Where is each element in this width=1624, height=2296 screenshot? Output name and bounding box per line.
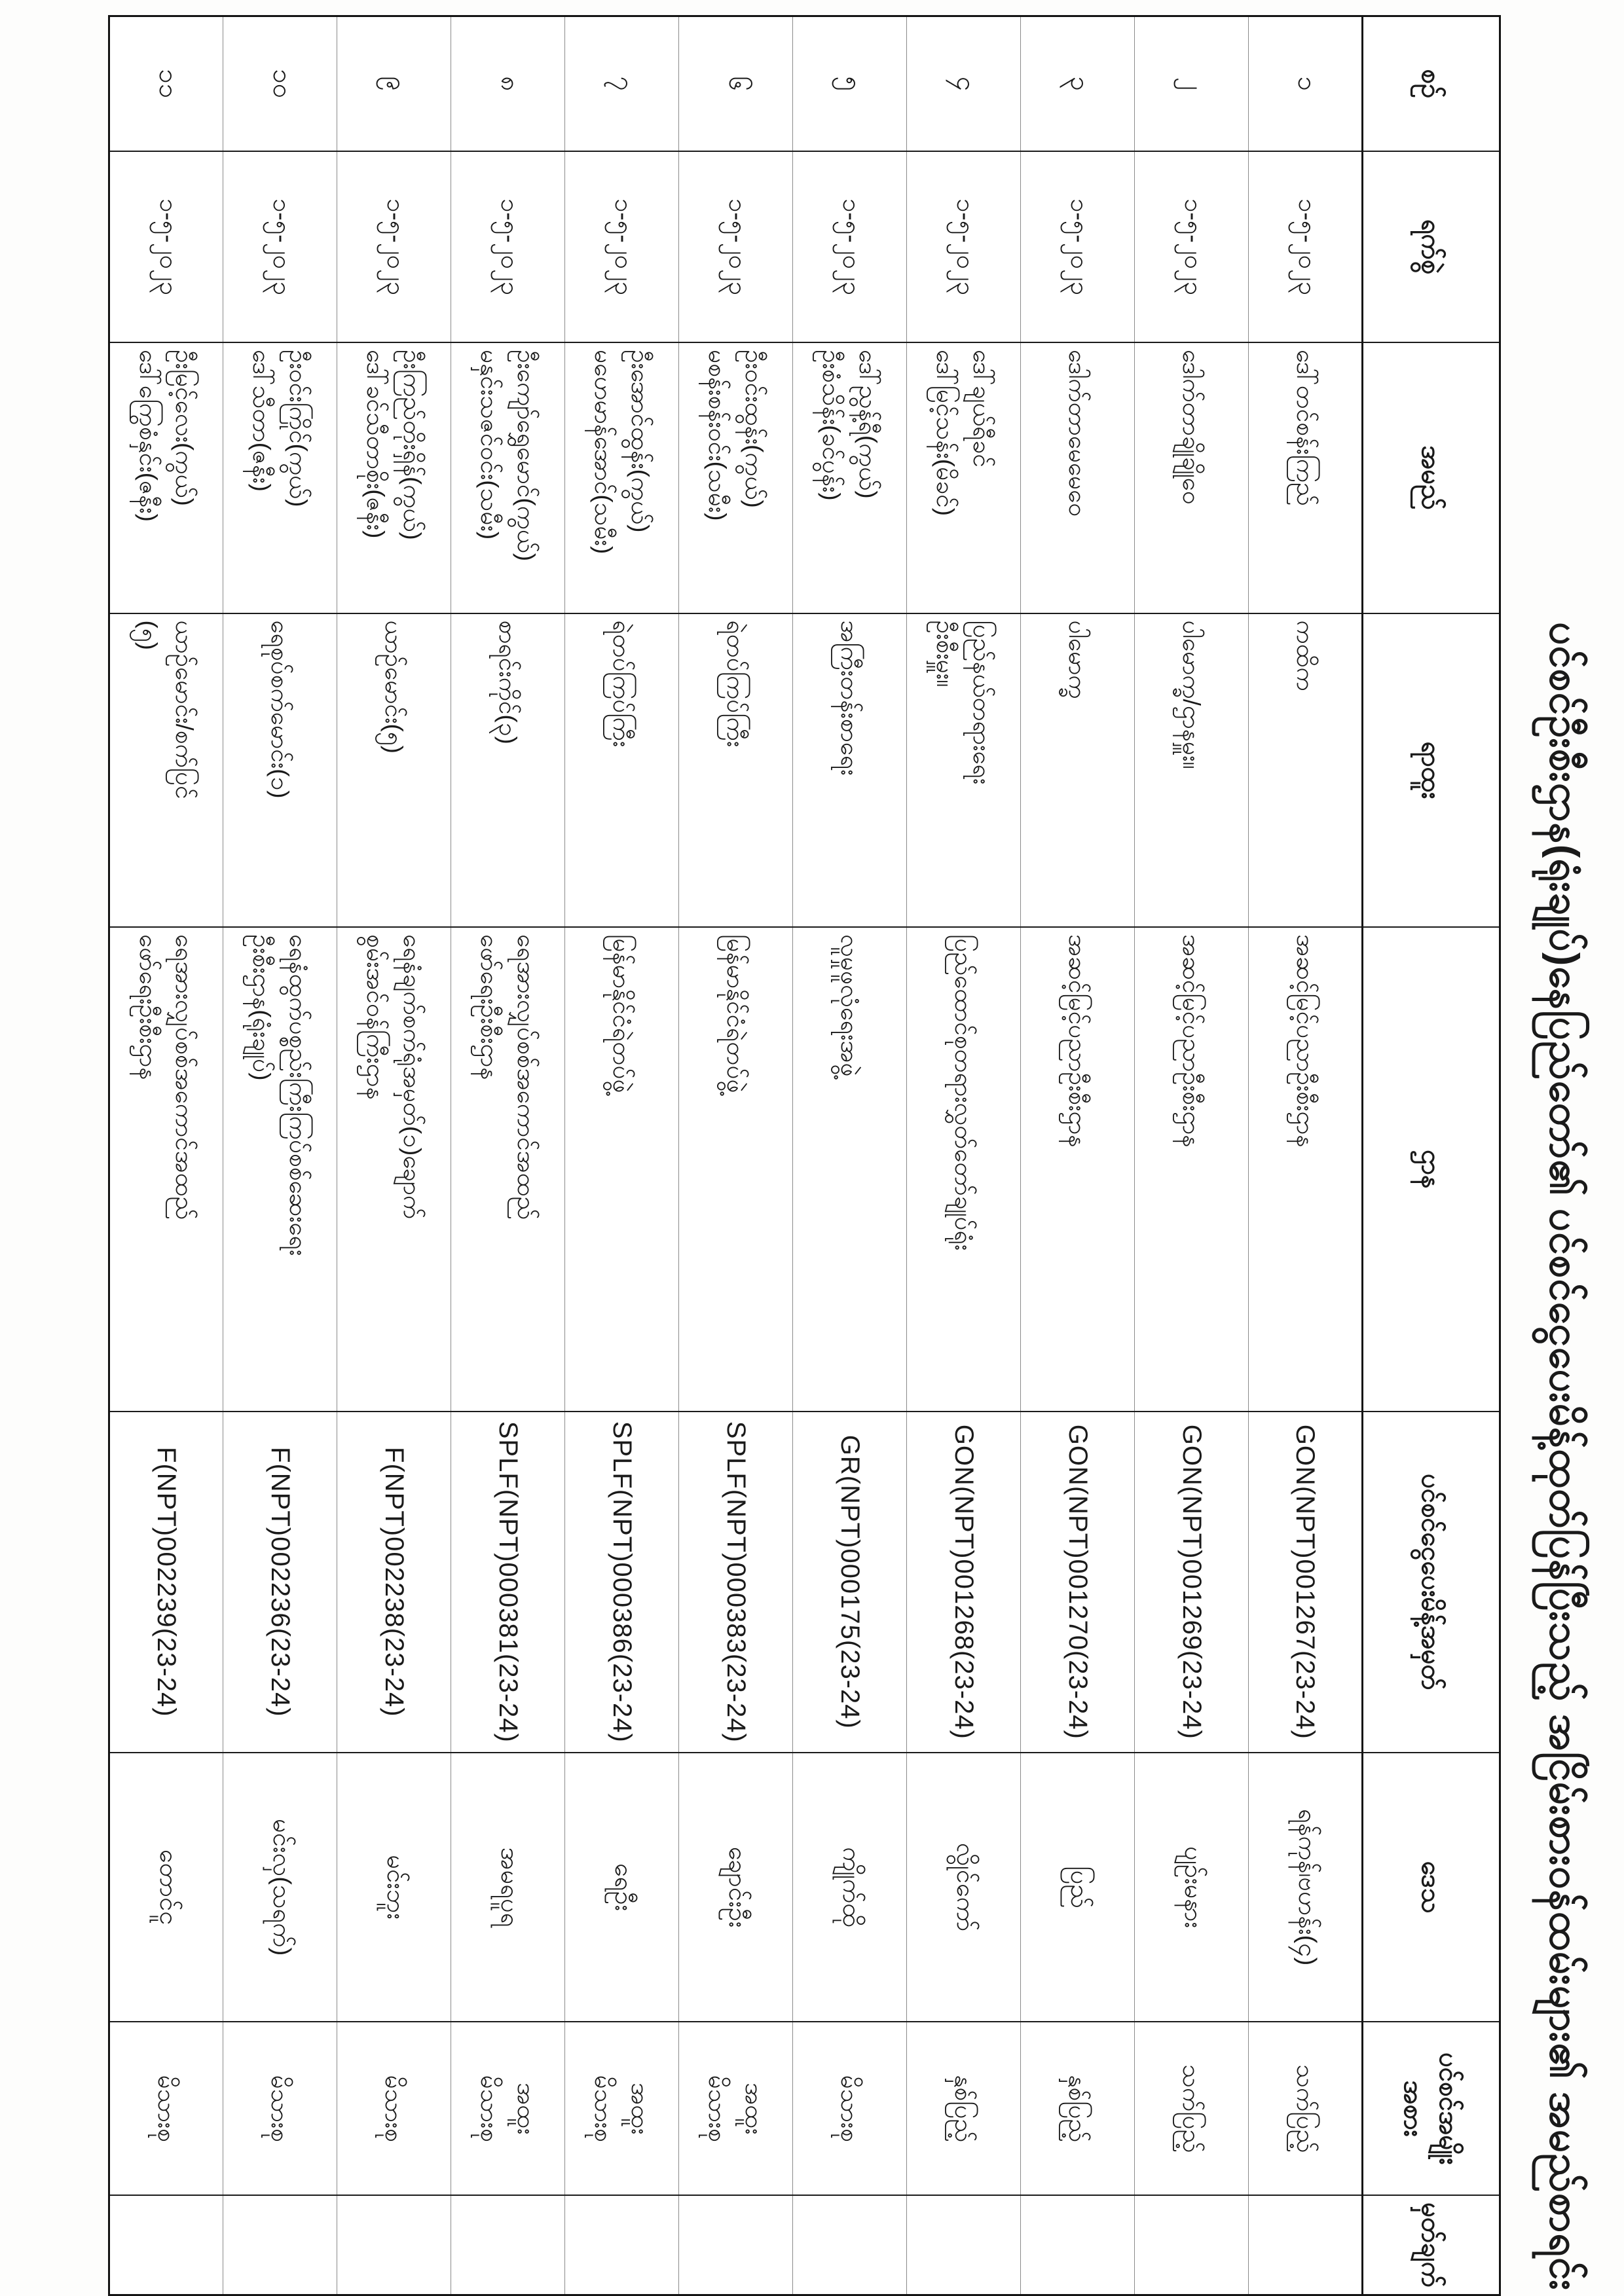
serial-cell: ၁၀ <box>223 16 337 151</box>
name-cell <box>1021 342 1135 613</box>
table-row <box>565 16 679 2295</box>
text-line: ရဲတပ်ကြပ်ကြီး <box>722 620 750 748</box>
text-line: ဦးစီးမှူး။ <box>932 620 959 687</box>
place-cell: ရေဦး <box>565 1753 679 2022</box>
text-line: ဦးကြည်တိုးရှိန်(ကွယ်) <box>399 350 426 540</box>
rank-cell <box>223 613 337 928</box>
place-cell: မင်းလှ(သရက်) <box>223 1753 337 2022</box>
text-line: ဒေါက်တာမေမေဝေ <box>1064 350 1092 517</box>
column-header-1: ရက်စွဲ <box>1363 151 1500 342</box>
text-line: ယာဉ်မောင်း/စက်ပြင် <box>171 620 198 799</box>
text-line: ဒေါက်တာချိုချိုဝေ <box>1178 350 1206 505</box>
text-line: အဆင့်မြင့်ပညာဦးစီးဌာန <box>1064 934 1092 1148</box>
remark-cell <box>109 2195 223 2295</box>
name-cell <box>337 342 451 613</box>
place-cell: မင်းဘူး <box>337 1753 451 2022</box>
text-line: နှစ်ပြည့် <box>950 2075 978 2143</box>
text-line: အထူး <box>513 2083 540 2135</box>
table-row <box>337 16 451 2295</box>
order-number-cell: GON(NPT)001270(23-24) <box>1021 1412 1135 1753</box>
table-row <box>1021 16 1135 2295</box>
table-row <box>679 16 793 2295</box>
date-cell: ၁-၅-၂၀၂၃ <box>679 151 793 342</box>
place-cell: အမရပူရ <box>451 1753 565 2022</box>
text-line: ဦးအောင်ထွန်း(ကွယ်) <box>627 350 654 533</box>
remark-cell <box>565 2195 679 2295</box>
text-line: လူမှုဖူလုံရေးအဖွဲ့ <box>836 934 864 1077</box>
rank-cell <box>565 613 679 928</box>
text-line: မိသားစု <box>267 2075 294 2142</box>
text-line: မစန်းစန်းဝင်း(သမီး) <box>704 350 731 521</box>
text-line: ရေနံထွက်ပစ္စည်းကြီးကြပ်စစ်ဆေးရေး <box>285 934 312 1256</box>
name-cell <box>907 342 1021 613</box>
rank-cell <box>451 613 565 928</box>
remark-cell <box>907 2195 1021 2295</box>
remark-cell <box>337 2195 451 2295</box>
text-line: ပြည်ထောင်စုတရားလွှတ်တော်ချုပ်ရုံး <box>950 934 978 1251</box>
table-row <box>109 16 223 2295</box>
remark-cell <box>1249 2195 1363 2295</box>
date-cell: ၁-၅-၂၀၂၃ <box>907 151 1021 342</box>
column-header-6: ဒေသ <box>1363 1753 1500 2022</box>
department-cell <box>1135 927 1249 1411</box>
text-line: ဒေါ်ညွန့်ရီ(ကွယ်) <box>855 350 881 499</box>
text-line: ဦးမြင့်လေး(ကွယ်) <box>171 350 198 506</box>
pension-type-cell <box>907 2022 1021 2195</box>
text-line: ပါမောက္ခ/ဌာနမှူး။ <box>1178 620 1206 769</box>
place-cell: ပျဉ်းမနား <box>1135 1753 1249 2022</box>
pension-type-cell <box>337 2022 451 2195</box>
order-number-cell: GR(NPT)000175(23-24) <box>793 1412 907 1753</box>
text-line: ဒေါ်တင်စန်းကြည် <box>1291 350 1319 506</box>
text-line: ရေစုပ်စက်မောင်း(၁) <box>267 620 294 799</box>
text-line: (၅) <box>135 620 162 650</box>
remark-cell <box>679 2195 793 2295</box>
order-number-cell: GON(NPT)001269(23-24) <box>1135 1412 1249 1753</box>
date-cell: ၁-၅-၂၀၂၃ <box>1135 151 1249 342</box>
pension-type-cell <box>1021 2022 1135 2195</box>
pension-type-cell <box>1135 2022 1249 2195</box>
text-line: ရေအားလျှပ်စစ်အကောင်အထည် <box>513 934 540 1220</box>
order-number-cell: F(NPT)002239(23-24) <box>109 1412 223 1753</box>
text-line: မနှင်းသဇင်ဝင်း(သမီး) <box>476 350 504 540</box>
name-cell <box>1249 342 1363 613</box>
order-number-cell: F(NPT)002236(23-24) <box>223 1412 337 1753</box>
place-cell: ချောင်းဦး <box>679 1753 793 2022</box>
text-line: မိသားစု <box>704 2075 731 2142</box>
department-cell <box>565 927 679 1411</box>
department-cell <box>223 927 337 1411</box>
serial-cell: ၄ <box>907 16 1021 151</box>
header-row <box>1363 16 1500 2295</box>
remark-cell <box>1135 2195 1249 2295</box>
serial-cell: ၇ <box>565 16 679 151</box>
text-line: သက်ပြည့် <box>1291 2064 1319 2153</box>
department-cell <box>1249 927 1363 1411</box>
date-cell: ၁-၅-၂၀၂၃ <box>337 151 451 342</box>
rank-cell <box>337 613 451 928</box>
table-row <box>793 16 907 2295</box>
order-number-cell: F(NPT)002238(23-24) <box>337 1412 451 1753</box>
text-line: နှစ်ပြည့် <box>1064 2075 1092 2143</box>
text-line: အထူး <box>627 2083 654 2135</box>
date-cell: ၁-၅-၂၀၂၃ <box>1021 151 1135 342</box>
text-line: စွမ်းအင်ဝန်ကြီးဌာန <box>362 934 390 1100</box>
date-cell: ၁-၅-၂၀၂၃ <box>793 151 907 342</box>
text-line: ရေနံချက်စက်ရုံအမှတ်(၁)ချောက် <box>399 934 426 1220</box>
text-line: မဟေမာန်အောင်(သမီး) <box>590 350 618 555</box>
place-cell: ကျိုက်ထို <box>793 1753 907 2022</box>
serial-cell: ၅ <box>793 16 907 151</box>
column-header-3: ရာထူး <box>1363 613 1500 928</box>
department-cell <box>679 927 793 1411</box>
column-header-0: စဉ် <box>1363 16 1500 151</box>
text-line: အဆင့်မြင့်ပညာဦးစီးဌာန <box>1291 934 1319 1148</box>
rank-cell <box>907 613 1021 928</box>
document-title: ပင်စင်ဦးစီးဌာန(ရုံးချုပ်)နေပြည်တော်၏ ပင်စင်ငွေပေးမိန့်ထုတ်ပြန်ပြီးသည့် အငြိမ်းစားဝန်ထမ်းများ၏ အမည်စာရင်း <box>1541 622 1587 2291</box>
date-cell: ၁-၅-၂၀၂၃ <box>1249 151 1363 342</box>
rank-cell <box>109 613 223 928</box>
text-line: သက်ပြည့် <box>1178 2064 1206 2153</box>
text-line: မိသားစု <box>590 2075 618 2142</box>
text-line: ကထိက <box>1291 620 1319 691</box>
text-line: ဒေါ်မြင့်သန်း(မိခင်) <box>932 350 959 517</box>
column-header-5: ပင်စင်ငွေပေးမိန့်အမှတ် <box>1363 1412 1500 1753</box>
department-cell <box>337 927 451 1411</box>
pension-list-table <box>108 15 1501 2296</box>
date-cell: ၁-၅-၂၀၂၃ <box>451 151 565 342</box>
pension-type-cell <box>565 2022 679 2195</box>
table-row <box>1135 16 1249 2295</box>
column-header-8: မှတ်ချက် <box>1363 2195 1500 2295</box>
serial-cell: ၉ <box>337 16 451 151</box>
department-cell <box>1021 927 1135 1411</box>
pension-type-cell <box>109 2022 223 2195</box>
name-cell <box>565 342 679 613</box>
pension-type-cell <box>679 2022 793 2195</box>
order-number-cell: SPLF(NPT)000383(23-24) <box>679 1412 793 1753</box>
date-cell: ၁-၅-၂၀၂၃ <box>565 151 679 342</box>
text-line: ယာဉ်မောင်း(၅) <box>380 620 408 754</box>
text-line: မြန်မာနိုင်ငံရဲတပ်ဖွဲ့ <box>722 934 750 1093</box>
name-cell <box>679 342 793 613</box>
order-number-cell: GON(NPT)001268(23-24) <box>907 1412 1021 1753</box>
text-line: ပြည်နယ်တရားရေး <box>969 620 995 785</box>
text-line: ဒေါ်သီတာ(ဇနီး) <box>248 350 276 492</box>
text-line: ဒေါ်ချယ်ရီခင် <box>969 350 995 467</box>
serial-cell: ၃ <box>1021 16 1135 151</box>
place-cell: ရန်ကုန်၊ဗဟန်း(၄) <box>1249 1753 1363 2022</box>
table-row <box>223 16 337 2295</box>
pension-type-cell <box>451 2022 565 2195</box>
place-cell: ပြည် <box>1021 1753 1135 2022</box>
text-line: မိသားစု <box>380 2075 408 2142</box>
text-line: ဖော်ရေးဦးစီးဌာန <box>476 934 504 1080</box>
name-cell <box>451 342 565 613</box>
name-cell <box>109 342 223 613</box>
column-header-2: အမည် <box>1363 342 1500 613</box>
text-line: အထူး <box>741 2083 767 2135</box>
rank-cell <box>1135 613 1249 928</box>
text-line: ဖော်ရေးဦးစီးဌာန <box>135 934 162 1080</box>
column-header-4: ဌာန <box>1363 927 1500 1411</box>
rank-cell <box>1021 613 1135 928</box>
text-line: ဦးဝင်းကြိုင်(ကွယ်) <box>285 350 312 507</box>
table-row <box>1249 16 1363 2295</box>
table-row <box>907 16 1021 2295</box>
order-number-cell: GON(NPT)001267(23-24) <box>1249 1412 1363 1753</box>
text-line: ရဲတပ်ကြပ်ကြီး <box>608 620 636 748</box>
department-cell <box>907 927 1021 1411</box>
remark-cell <box>451 2195 565 2295</box>
text-line: မြန်မာနိုင်ငံရဲတပ်ဖွဲ့ <box>608 934 636 1093</box>
department-cell <box>109 927 223 1411</box>
text-line: ပါမောက္ခ <box>1064 620 1092 699</box>
serial-cell: ၁၁ <box>109 16 223 151</box>
order-number-cell: SPLF(NPT)000381(23-24) <box>451 1412 565 1753</box>
serial-cell: ၁ <box>1249 16 1363 151</box>
department-cell <box>793 927 907 1411</box>
rank-cell <box>1249 613 1363 928</box>
department-cell <box>451 927 565 1411</box>
table-row <box>451 16 565 2295</box>
text-line: ဦးစီးဌာန(ရုံးချုပ်) <box>248 934 276 1081</box>
remark-cell <box>1021 2195 1135 2295</box>
name-cell <box>1135 342 1249 613</box>
remark-cell <box>793 2195 907 2295</box>
text-line: မိသားစု <box>153 2075 180 2142</box>
name-cell <box>223 342 337 613</box>
serial-cell: ၈ <box>451 16 565 151</box>
pension-type-cell <box>1249 2022 1363 2195</box>
name-cell <box>793 342 907 613</box>
pension-type-cell <box>793 2022 907 2195</box>
text-line: အကြီးတန်းစာရေး <box>836 620 864 776</box>
text-line: ဦးကျော်ရွှေမောင်(ကွယ်) <box>513 350 540 562</box>
text-line: ရေအားလျှပ်စစ်အကောင်အထည် <box>171 934 198 1220</box>
text-line: ဦးစံသိန်း(ခင်ပွန်း) <box>818 350 845 501</box>
serial-cell: ၆ <box>679 16 793 151</box>
text-line: စာရင်းကိုင်(၃) <box>494 620 522 744</box>
place-cell: လွိုင်ကော် <box>907 1753 1021 2022</box>
remark-cell <box>223 2195 337 2295</box>
text-line: မိသားစု <box>476 2075 504 2142</box>
date-cell: ၁-၅-၂၀၂၃ <box>109 151 223 342</box>
pension-type-cell <box>223 2022 337 2195</box>
place-cell: တောင်ငူ <box>109 1753 223 2022</box>
text-line: ဒေါ်ခင်သီတာစိုး(ဇနီး) <box>362 350 390 539</box>
text-line: အဆင့်မြင့်ပညာဦးစီးဌာန <box>1178 934 1206 1148</box>
column-header-7: ပင်စင်အမျိုးအစား <box>1363 2022 1500 2195</box>
text-line: မိသားစု <box>836 2075 864 2142</box>
text-line: ဦးဝင်းထွန်း(ကွယ်) <box>741 350 767 508</box>
order-number-cell: SPLF(NPT)000386(23-24) <box>565 1412 679 1753</box>
serial-cell: ၂ <box>1135 16 1249 151</box>
rank-cell <box>793 613 907 928</box>
rank-cell <box>679 613 793 928</box>
date-cell: ၁-၅-၂၀၂၃ <box>223 151 337 342</box>
text-line: ဒေါ်ကြွေစံနှင်း(ဇနီး) <box>135 350 162 522</box>
